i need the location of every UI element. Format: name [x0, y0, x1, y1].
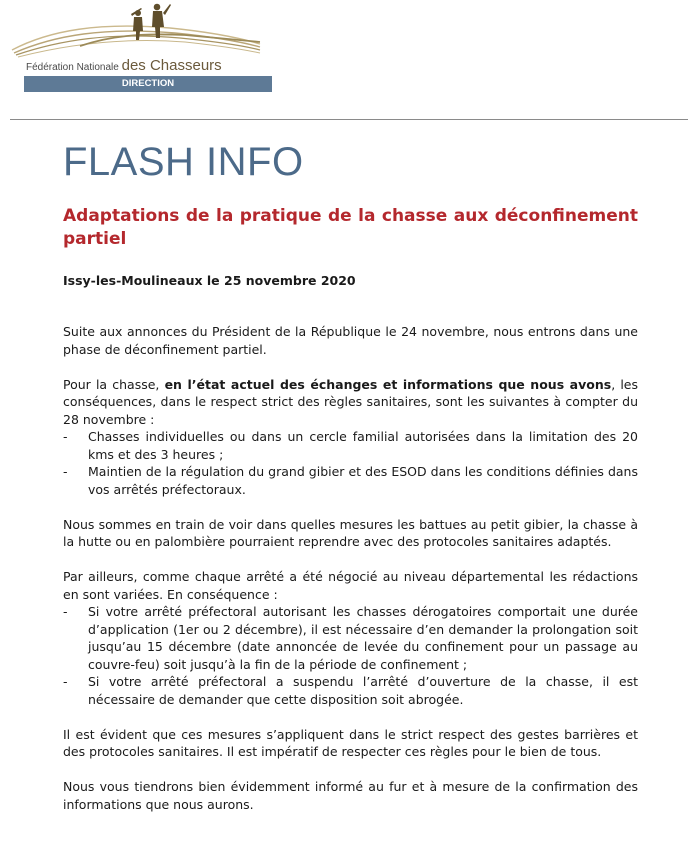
header-divider	[10, 119, 688, 120]
logo-org-prefix: Fédération Nationale	[26, 62, 119, 73]
hunters-landscape-icon	[10, 0, 262, 60]
logo-wordmark	[26, 57, 222, 74]
decrees-list	[63, 603, 638, 708]
paragraph-hunting-lead: Pour la chasse,	[63, 376, 165, 392]
paragraph-decrees: Par ailleurs, comme chaque arrêté a été négocié au niveau départemental les rédactions en sont variées. En conséquence :	[63, 569, 638, 602]
headline: Adaptations de la pratique de la chasse aux déconfinement partiel	[63, 206, 638, 249]
measures-list	[63, 428, 638, 498]
paragraph-hunting-emphasis: en l’état actuel des échanges et informations que nous avons	[164, 376, 612, 392]
list-item: - Si votre arrêté préfectoral a suspendu l’arrêté d’ouverture de la chasse, il est nécessaire de demander que cette disposition soit abrogée.	[63, 673, 638, 708]
paragraph-closing: Nous vous tiendrons bien évidemment informé au fur et à mesure de la confirmation des informations que nous aurons.	[63, 779, 638, 812]
paragraph-small-game: Nous sommes en train de voir dans quelles mesures les battues au petit gibier, la chasse à la hutte ou en palombière pourraient reprendre avec des protocoles sanitaires adaptés.	[63, 516, 638, 549]
body-text	[63, 323, 638, 831]
dateline: Issy-les-Moulineaux le 25 novembre 2020	[63, 273, 356, 288]
logo-org-main: des Chasseurs	[121, 57, 222, 74]
page-title: FLASH INFO	[63, 140, 304, 184]
federation-logo	[10, 0, 262, 96]
logo-direction-band: DIRECTION	[24, 76, 272, 92]
paragraph-hunting-rest: , les conséquences, dans le respect strict des règles sanitaires, sont les suivantes à compter du 28 novembre :	[63, 376, 638, 427]
paragraph-hunting	[63, 376, 638, 429]
paragraph-barriers: Il est évident que ces mesures s’appliquent dans le strict respect des gestes barrières et des protocoles sanitaires. Il est impératif de respecter ces règles pour le bien de tous.	[63, 726, 638, 759]
paragraph-intro: Suite aux annonces du Président de la République le 24 novembre, nous entrons dans une phase de déconfinement partiel.	[63, 324, 638, 357]
list-item: - Maintien de la régulation du grand gibier et des ESOD dans les conditions définies dans vos arrêtés préfectoraux.	[63, 463, 638, 498]
list-item: - Chasses individuelles ou dans un cercle familial autorisées dans la limitation des 20 kms et des 3 heures ;	[63, 428, 638, 463]
list-item: - Si votre arrêté préfectoral autorisant les chasses dérogatoires comportait une durée d’application (1er ou 2 décembre), il est nécessaire d’en demander la prolongation soit jusqu’au 15 décembre (date annoncée de levée du confinement pour un passage au couvre-feu) soit jusqu’à la fin de la période de confinement ;	[63, 603, 638, 673]
